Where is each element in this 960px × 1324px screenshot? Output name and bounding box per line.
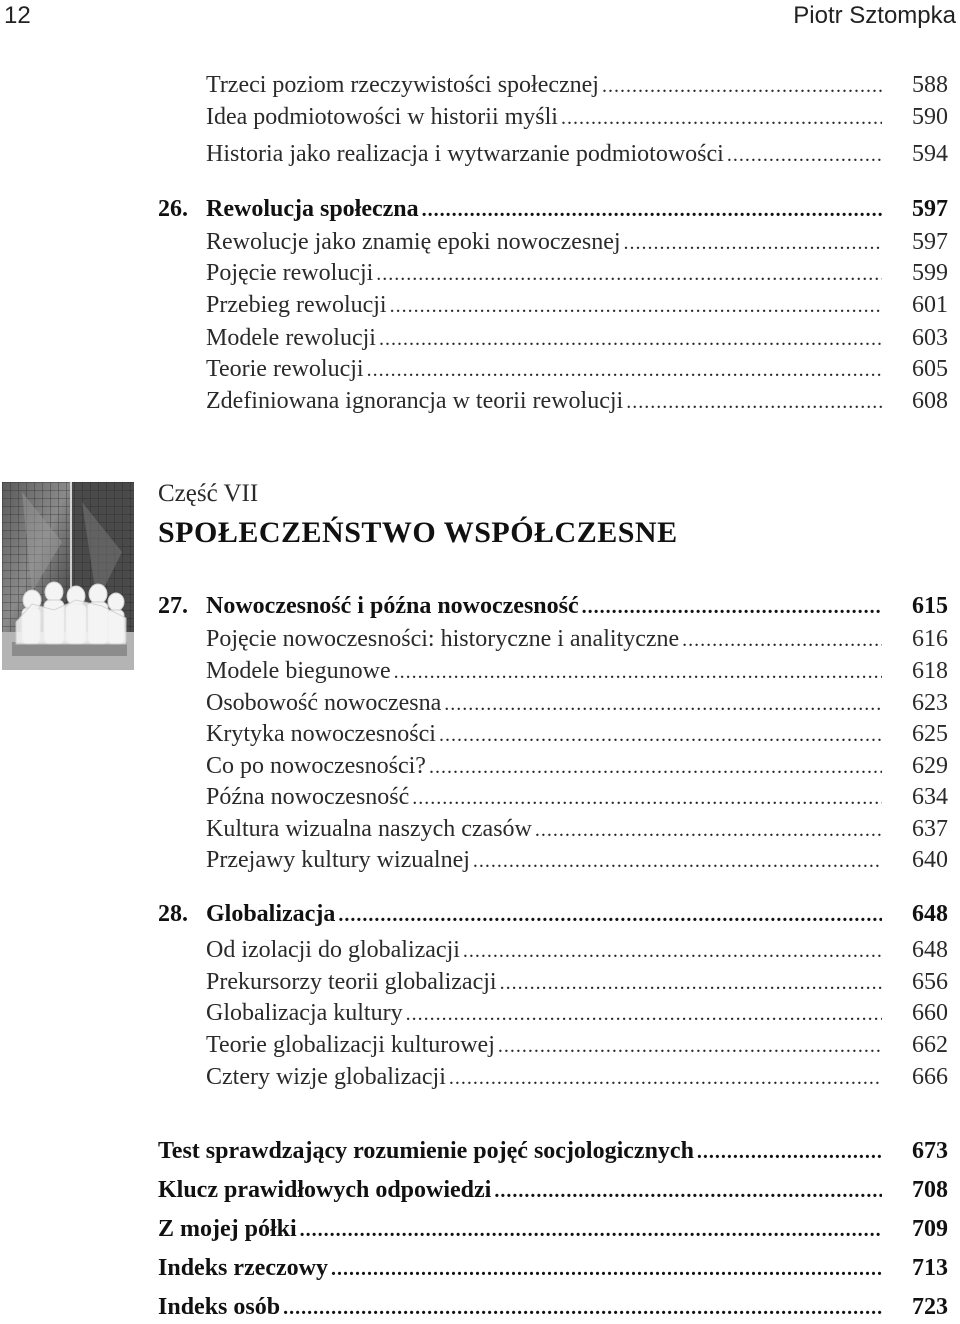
dot-leader xyxy=(727,139,882,171)
dot-leader xyxy=(449,1062,882,1094)
toc-entry-title: Rewolucje jako znamię epoki nowoczesnej xyxy=(206,229,621,255)
dot-leader xyxy=(498,1030,882,1062)
toc-entry-title: Z mojej półki xyxy=(158,1216,297,1242)
toc-entry[interactable] xyxy=(0,718,954,750)
toc-entry-page: 637 xyxy=(912,816,948,842)
toc-chapter-27[interactable] xyxy=(0,590,954,622)
dot-leader xyxy=(473,845,882,877)
toc-entry[interactable] xyxy=(0,934,954,966)
toc-entry[interactable] xyxy=(0,353,954,385)
toc-entry-page: 625 xyxy=(912,721,948,747)
page-header xyxy=(0,0,960,36)
toc-entry-page: 623 xyxy=(912,690,948,716)
toc-entry-page: 648 xyxy=(912,937,948,963)
chapter-title: Rewolucja społeczna xyxy=(206,196,419,222)
toc-entry-page: 708 xyxy=(912,1177,948,1203)
toc-backmatter-entry[interactable] xyxy=(0,1291,954,1323)
dot-leader xyxy=(682,624,882,656)
toc-entry-page: 603 xyxy=(912,325,948,351)
toc-entry[interactable] xyxy=(0,385,954,417)
toc-entry-page: 634 xyxy=(912,784,948,810)
toc-entry-title: Krytyka nowoczesności xyxy=(206,721,436,747)
toc-entry[interactable] xyxy=(0,844,954,876)
dot-leader xyxy=(561,102,882,134)
dot-leader xyxy=(300,1214,882,1246)
toc-entry[interactable] xyxy=(0,1061,954,1093)
toc-entry-title: Modele rewolucji xyxy=(206,325,376,351)
dot-leader xyxy=(412,782,882,814)
dot-leader xyxy=(582,591,882,623)
dot-leader xyxy=(626,386,882,418)
toc-entry-title: Przebieg rewolucji xyxy=(206,292,387,318)
toc-entry-title: Trzeci poziom rzeczywistości społecznej xyxy=(206,72,599,98)
toc-entry-page: 660 xyxy=(912,1000,948,1026)
dot-leader xyxy=(429,751,882,783)
dot-leader xyxy=(390,290,882,322)
dot-leader xyxy=(338,899,882,931)
toc-entry[interactable] xyxy=(0,623,954,655)
dot-leader xyxy=(535,814,882,846)
toc-entry-title: Idea podmiotowości w historii myśli xyxy=(206,104,558,130)
part-title: SPOŁECZEŃSTWO WSPÓŁCZESNE xyxy=(158,516,678,549)
dot-leader xyxy=(697,1136,882,1168)
toc-chapter-26[interactable] xyxy=(0,193,954,225)
toc-entry-title: Co po nowoczesności? xyxy=(206,753,426,779)
toc-entry-page: 629 xyxy=(912,753,948,779)
dot-leader xyxy=(422,194,882,226)
chapter-number: 27. xyxy=(158,593,188,619)
toc-entry-title: Modele biegunowe xyxy=(206,658,391,684)
toc-entry-page: 599 xyxy=(912,260,948,286)
toc-entry[interactable] xyxy=(0,781,954,813)
toc-entry-page: 597 xyxy=(912,229,948,255)
dot-leader xyxy=(331,1253,882,1285)
toc-entry-title: Indeks rzeczowy xyxy=(158,1255,328,1281)
toc-entry-page: 590 xyxy=(912,104,948,130)
toc-entry-page: 640 xyxy=(912,847,948,873)
toc-entry[interactable] xyxy=(0,69,954,101)
toc-entry-page: 673 xyxy=(912,1138,948,1164)
chapter-title: Globalizacja xyxy=(206,901,336,927)
toc-backmatter-entry[interactable] xyxy=(0,1174,954,1206)
toc-entry-page: 656 xyxy=(912,969,948,995)
part-label: Część VII xyxy=(158,480,259,507)
dot-leader xyxy=(376,258,882,290)
dot-leader xyxy=(444,688,882,720)
toc-entry-page: 723 xyxy=(912,1294,948,1320)
dot-leader xyxy=(624,227,882,259)
dot-leader xyxy=(602,70,882,102)
dot-leader xyxy=(406,998,882,1030)
toc-entry-page: 662 xyxy=(912,1032,948,1058)
dot-leader xyxy=(283,1292,882,1324)
toc-entry-title: Osobowość nowoczesna xyxy=(206,690,442,716)
page-number: 12 xyxy=(4,2,31,29)
toc-entry-title: Globalizacja kultury xyxy=(206,1000,403,1026)
toc-entry[interactable] xyxy=(0,655,954,687)
toc-entry-title: Cztery wizje globalizacji xyxy=(206,1064,446,1090)
toc-backmatter-entry[interactable] xyxy=(0,1213,954,1245)
chapter-number: 26. xyxy=(158,196,188,222)
toc-entry-title: Od izolacji do globalizacji xyxy=(206,937,460,963)
toc-entry[interactable] xyxy=(0,997,954,1029)
toc-entry-title: Późna nowoczesność xyxy=(206,784,410,810)
toc-entry-page: 709 xyxy=(912,1216,948,1242)
toc-entry-title: Pojęcie nowoczesności: historyczne i analityczne xyxy=(206,626,680,652)
dot-leader xyxy=(379,323,882,355)
chapter-title: Nowoczesność i późna nowoczesność xyxy=(206,593,579,619)
toc-entry-page: 588 xyxy=(912,72,948,98)
toc-entry-page: 605 xyxy=(912,356,948,382)
toc-entry-page: 608 xyxy=(912,388,948,414)
toc-entry[interactable] xyxy=(0,257,954,289)
toc-entry-title: Kultura wizualna naszych czasów xyxy=(206,816,532,842)
toc-backmatter-entry[interactable] xyxy=(0,1252,954,1284)
toc-entry-page: 666 xyxy=(912,1064,948,1090)
toc-entry[interactable] xyxy=(0,750,954,782)
toc-entry[interactable] xyxy=(0,687,954,719)
dot-leader xyxy=(500,967,882,999)
toc-entry[interactable] xyxy=(0,322,954,354)
toc-entry-page: 594 xyxy=(912,141,948,167)
toc-entry-title: Teorie rewolucji xyxy=(206,356,364,382)
toc-entry-title: Indeks osób xyxy=(158,1294,281,1320)
toc-backmatter-entry[interactable] xyxy=(0,1135,954,1167)
chapter-number: 28. xyxy=(158,901,188,927)
toc-entry[interactable] xyxy=(0,101,954,133)
toc-entry-title: Prekursorzy teorii globalizacji xyxy=(206,969,497,995)
toc-entry-title: Teorie globalizacji kulturowej xyxy=(206,1032,495,1058)
toc-entry-title: Przejawy kultury wizualnej xyxy=(206,847,470,873)
dot-leader xyxy=(439,719,882,751)
toc-entry-title: Zdefiniowana ignorancja w teorii rewolucji xyxy=(206,388,624,414)
dot-leader xyxy=(367,354,882,386)
toc-entry[interactable] xyxy=(0,813,954,845)
toc-entry[interactable] xyxy=(0,226,954,258)
toc-entry-title: Test sprawdzający rozumienie pojęć socjologicznych xyxy=(158,1138,694,1164)
toc-entry[interactable] xyxy=(0,966,954,998)
toc-entry-page: 601 xyxy=(912,292,948,318)
chapter-page: 615 xyxy=(912,593,948,619)
dot-leader xyxy=(463,935,882,967)
chapter-page: 648 xyxy=(912,901,948,927)
toc-entry[interactable] xyxy=(0,138,954,170)
running-head: Piotr Sztompka xyxy=(793,2,956,29)
toc-chapter-28[interactable] xyxy=(0,898,954,930)
toc-entry-page: 713 xyxy=(912,1255,948,1281)
toc-entry-page: 618 xyxy=(912,658,948,684)
toc-entry-title: Historia jako realizacja i wytwarzanie podmiotowości xyxy=(206,141,724,167)
dot-leader xyxy=(394,656,882,688)
toc-entry-title: Pojęcie rewolucji xyxy=(206,260,374,286)
toc-entry-title: Klucz prawidłowych odpowiedzi xyxy=(158,1177,492,1203)
dot-leader xyxy=(494,1175,882,1207)
chapter-page: 597 xyxy=(912,196,948,222)
toc-entry[interactable] xyxy=(0,1029,954,1061)
toc-entry-page: 616 xyxy=(912,626,948,652)
toc-entry[interactable] xyxy=(0,289,954,321)
